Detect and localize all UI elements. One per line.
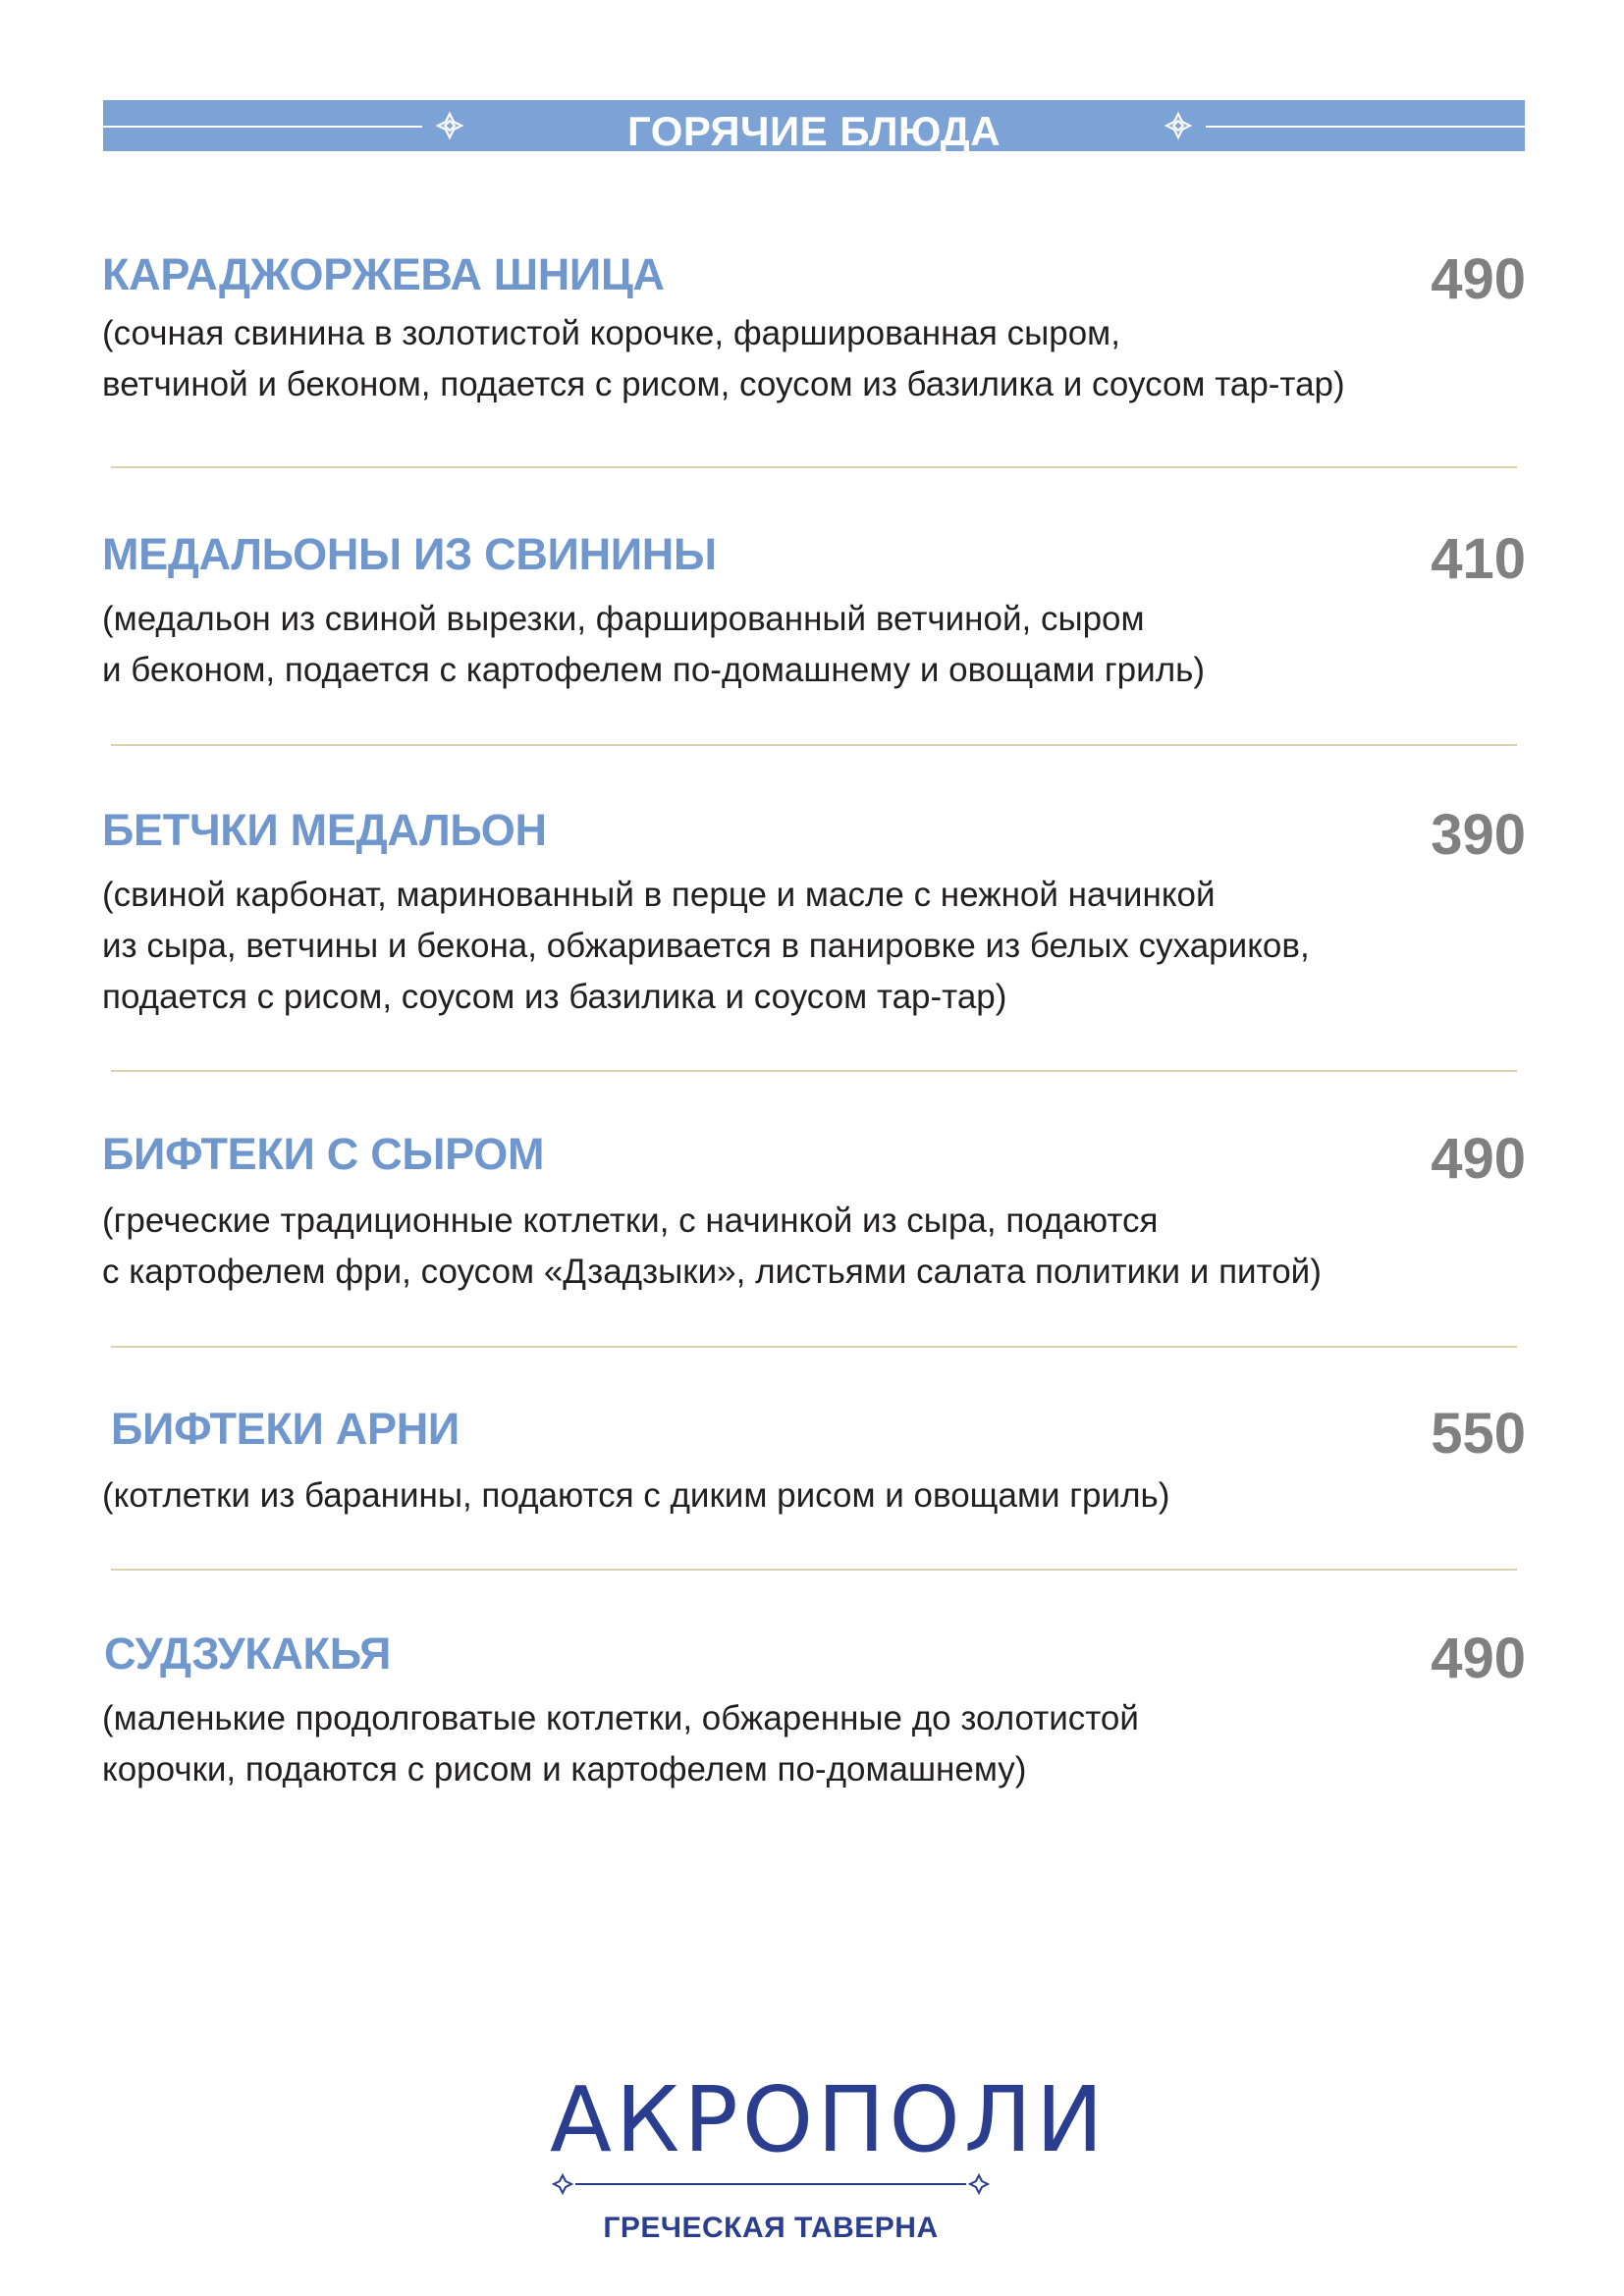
description-line: ветчиной и беконом, подается с рисом, соусом из базилика и соусом тар-тар)	[102, 365, 1345, 403]
logo-rule	[550, 2171, 992, 2197]
dish-price: 490	[1431, 247, 1526, 311]
divider	[111, 744, 1517, 746]
dish-description	[102, 594, 1457, 696]
description-line: из сыра, ветчины и бекона, обжаривается в панировке из белых сухариков,	[102, 927, 1310, 965]
greek-star-ornament-icon	[1164, 111, 1193, 140]
dish-price: 410	[1431, 527, 1526, 591]
dish-name: БИФТЕКИ С СЫРОМ	[102, 1129, 545, 1179]
dish-description	[102, 1470, 1457, 1522]
dish-price: 390	[1431, 803, 1526, 867]
dish-description	[102, 308, 1457, 410]
dish-price: 550	[1431, 1402, 1526, 1466]
brand-tagline: ГРЕЧЕСКАЯ ТАВЕРНА	[603, 2212, 939, 2244]
description-line: (медальон из свиной вырезки, фаршированный ветчиной, сыром	[102, 600, 1145, 638]
description-line: (свиной карбонат, маринованный в перце и масле с нежной начинкой	[102, 876, 1216, 914]
divider	[111, 1070, 1517, 1072]
greek-star-ornament-icon	[552, 2173, 573, 2195]
greek-star-ornament-icon	[968, 2173, 990, 2195]
dish-name: БЕТЧКИ МЕДАЛЬОН	[102, 805, 547, 855]
dish-name: МЕДАЛЬОНЫ ИЗ СВИНИНЫ	[102, 529, 717, 579]
dish-description	[102, 1693, 1457, 1795]
description-line: (маленькие продолговатые котлетки, обжаренные до золотистой	[102, 1699, 1139, 1737]
divider	[111, 1346, 1517, 1348]
dish-name: БИФТЕКИ АРНИ	[111, 1404, 460, 1454]
description-line: корочки, подаются с рисом и картофелем по-домашнему)	[102, 1750, 1027, 1789]
dish-name: СУДЗУКАКЬЯ	[104, 1629, 392, 1679]
dish-price: 490	[1431, 1127, 1526, 1191]
logo-rule-bar	[575, 2183, 966, 2185]
header-rule-right	[1206, 126, 1525, 128]
section-title: ГОРЯЧИЕ БЛЮДА	[626, 108, 1001, 154]
description-line: (сочная свинина в золотистой корочке, фаршированная сыром,	[102, 314, 1120, 352]
description-line: (котлетки из баранины, подаются с диким рисом и овощами гриль)	[102, 1476, 1170, 1515]
brand-logo: АКРОПОЛИ	[550, 2067, 1108, 2172]
description-line: и беконом, подается с картофелем по-домашнему и овощами гриль)	[102, 651, 1206, 689]
divider	[111, 466, 1517, 468]
dish-description	[102, 1196, 1457, 1298]
divider	[111, 1569, 1517, 1571]
dish-description	[102, 870, 1457, 1023]
dish-price: 490	[1431, 1627, 1526, 1690]
description-line: подается с рисом, соусом из базилика и соусом тар-тар)	[102, 978, 1007, 1016]
dish-name: КАРАДЖОРЖЕВА ШНИЦА	[102, 249, 665, 299]
description-line: с картофелем фри, соусом «Дзадзыки», листьями салата политики и питой)	[102, 1253, 1322, 1291]
description-line: (греческие традиционные котлетки, с начинкой из сыра, подаются	[102, 1201, 1159, 1240]
brand-footer	[550, 2067, 1108, 2248]
section-header	[103, 100, 1525, 154]
